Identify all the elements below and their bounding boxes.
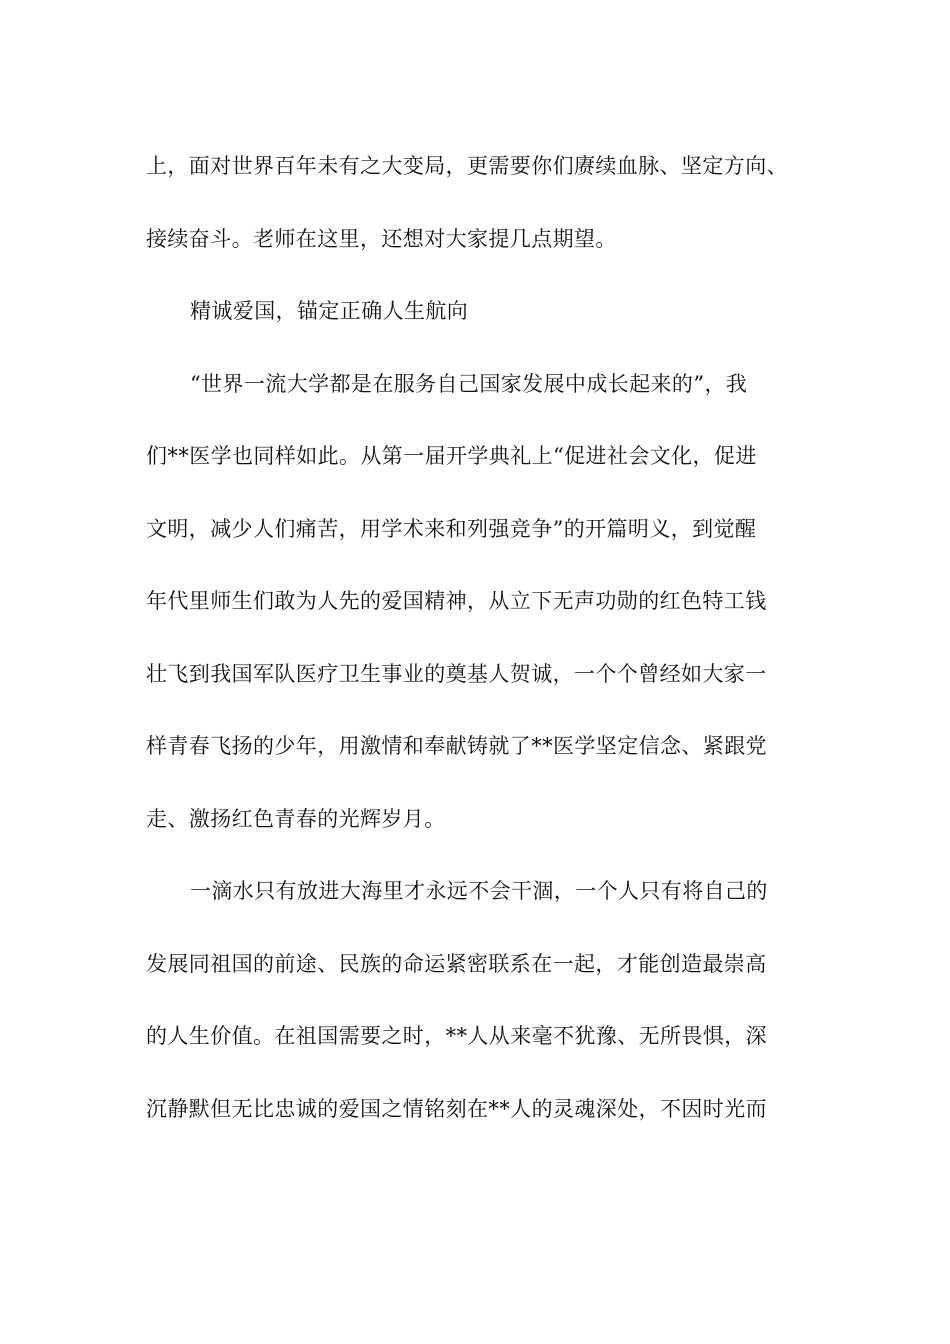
text-line: 上，面对世界百年未有之大变局，更需要你们赓续血脉、坚定方向、	[146, 154, 788, 178]
section-heading: 精诚爱国，锚定正确人生航向	[190, 299, 469, 323]
text-line: 接续奋斗。老师在这里，还想对大家提几点期望。	[146, 226, 617, 251]
text-line: 走、激扬红色青春的光辉岁月。	[146, 806, 446, 831]
text-line: 样青春飞扬的少年，用激情和奉献铸就了**医学坚定信念、紧跟党	[146, 734, 767, 758]
text-line: 沉静默但无比忠诚的爱国之情铭刻在**人的灵魂深处，不因时光而	[146, 1096, 767, 1121]
text-line: 一滴水只有放进大海里才永远不会干涸，一个人只有将自己的	[190, 879, 768, 903]
text-line: “世界一流大学都是在服务自己国家发展中成长起来的”，我	[190, 371, 748, 396]
text-line: 的人生价值。在祖国需要之时，**人从来毫不犹豫、无所畏惧，深	[146, 1024, 767, 1048]
document-body	[146, 130, 806, 1145]
text-line: 发展同祖国的前途、民族的命运紧密联系在一起，才能创造最崇高	[146, 951, 767, 976]
text-line: 壮飞到我国军队医疗卫生事业的奠基人贺诚，一个个曾经如大家一	[146, 661, 767, 686]
text-line: 年代里师生们敢为人先的爱国精神，从立下无声功勋的红色特工钱	[146, 589, 767, 613]
text-line: 们**医学也同样如此。从第一届开学典礼上“促进社会文化，促进	[146, 444, 757, 468]
text-line: 文明，减少人们痛苦，用学术来和列强竞争”的开篇明义，到觉醒	[146, 516, 757, 541]
